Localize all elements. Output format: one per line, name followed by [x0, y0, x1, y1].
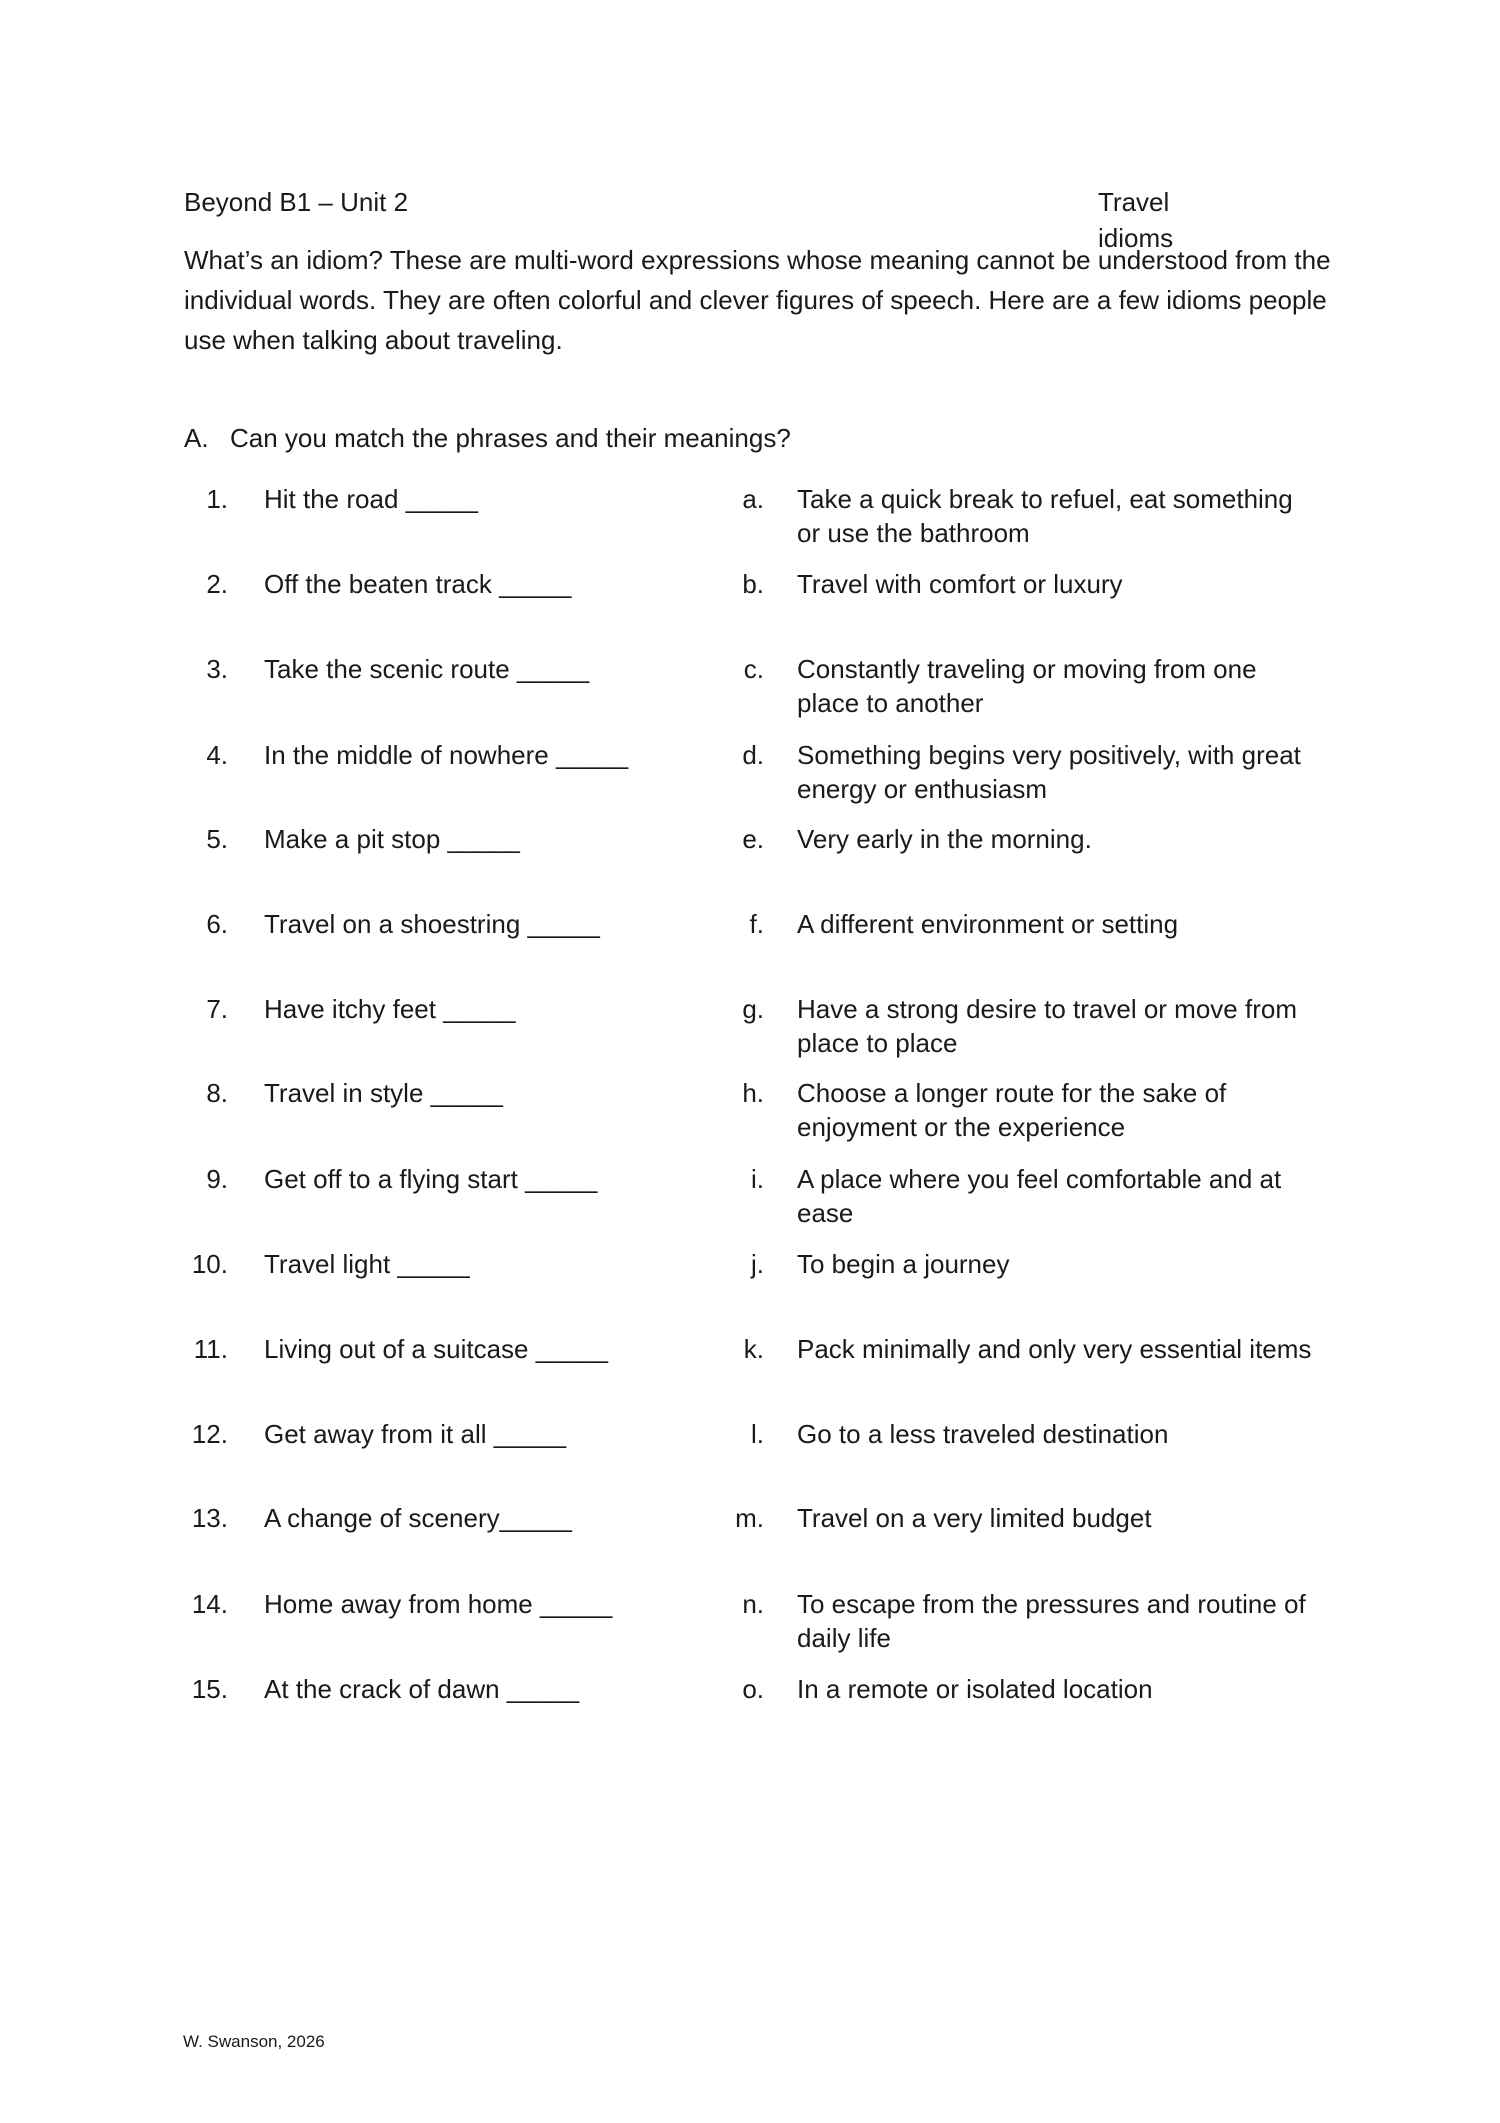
idiom-phrase: Home away from home _____ [264, 1589, 613, 1619]
meaning-letter: j. [751, 1249, 764, 1279]
idiom-meaning: A place where you feel comfortable and at ease [797, 1164, 1282, 1228]
matching-row [0, 992, 1500, 1072]
phrase-number: 3. [206, 654, 228, 684]
idiom-phrase: Have itchy feet _____ [264, 994, 516, 1024]
idiom-meaning: Pack minimally and only very essential items [797, 1334, 1312, 1364]
section-prompt: Can you match the phrases and their meanings? [230, 423, 791, 453]
idiom-meaning: Have a strong desire to travel or move from place to place [797, 994, 1297, 1058]
matching-row [0, 652, 1500, 732]
section-a-heading [184, 420, 791, 456]
matching-row [0, 1587, 1500, 1667]
idiom-phrase: Take the scenic route _____ [264, 654, 590, 684]
matching-row [0, 1417, 1500, 1497]
meaning-letter: h. [742, 1078, 764, 1108]
meaning-letter: e. [742, 824, 764, 854]
idiom-meaning: A different environment or setting [797, 909, 1179, 939]
phrase-number: 11. [193, 1334, 228, 1364]
matching-row [0, 1332, 1500, 1412]
topic-label: Travel idioms [1098, 187, 1174, 253]
meaning-letter: o. [742, 1674, 764, 1704]
idiom-phrase: Travel in style _____ [264, 1078, 503, 1108]
meaning-letter: c. [743, 654, 764, 684]
idiom-meaning: Travel on a very limited budget [797, 1503, 1152, 1533]
idiom-meaning: Choose a longer route for the sake of enjoyment or the experience [797, 1078, 1227, 1142]
matching-row [0, 1501, 1500, 1581]
idiom-phrase: Hit the road _____ [264, 484, 478, 514]
meaning-letter: n. [742, 1589, 764, 1619]
page-header [184, 184, 1246, 253]
idiom-phrase: Make a pit stop _____ [264, 824, 520, 854]
phrase-number: 6. [206, 909, 228, 939]
meaning-letter: g. [742, 994, 764, 1024]
idiom-phrase: Get away from it all _____ [264, 1419, 567, 1449]
idiom-phrase: Off the beaten track _____ [264, 569, 572, 599]
idiom-meaning: Take a quick break to refuel, eat something or use the bathroom [797, 484, 1293, 548]
idiom-phrase: At the crack of dawn _____ [264, 1674, 580, 1704]
matching-row [0, 1672, 1500, 1752]
idiom-meaning: To escape from the pressures and routine of daily life [797, 1589, 1306, 1653]
idiom-meaning: In a remote or isolated location [797, 1674, 1153, 1704]
idiom-meaning: Go to a less traveled destination [797, 1419, 1169, 1449]
phrase-number: 8. [206, 1078, 228, 1108]
idiom-phrase: Get off to a flying start _____ [264, 1164, 598, 1194]
phrase-number: 5. [206, 824, 228, 854]
intro-paragraph: What’s an idiom? These are multi-word expressions whose meaning cannot be understood from the individual words. They are often colorful and clever figures of speech. Here are a few idioms people use when talking about traveling. [184, 245, 1331, 355]
idiom-meaning: Very early in the morning. [797, 824, 1092, 854]
idiom-phrase: Travel on a shoestring _____ [264, 909, 600, 939]
idiom-meaning: To begin a journey [797, 1249, 1010, 1279]
idiom-phrase: Travel light _____ [264, 1249, 470, 1279]
meaning-letter: f. [749, 909, 764, 939]
phrase-number: 14. [191, 1589, 228, 1619]
phrase-number: 2. [206, 569, 228, 599]
footer-credit: W. Swanson, 2026 [183, 2032, 325, 2051]
matching-row [0, 822, 1500, 902]
phrase-number: 10. [191, 1249, 228, 1279]
matching-row [0, 1162, 1500, 1242]
meaning-letter: m. [735, 1503, 764, 1533]
matching-row [0, 1076, 1500, 1156]
matching-row [0, 482, 1500, 562]
matching-row [0, 907, 1500, 987]
phrase-number: 13. [191, 1503, 228, 1533]
meaning-letter: k. [743, 1334, 764, 1364]
idiom-meaning: Constantly traveling or moving from one place to another [797, 654, 1257, 718]
meaning-letter: d. [742, 740, 764, 770]
meaning-letter: b. [742, 569, 764, 599]
phrase-number: 15. [191, 1674, 228, 1704]
meaning-letter: i. [751, 1164, 764, 1194]
meaning-letter: l. [751, 1419, 764, 1449]
course-unit-label: Beyond B1 – Unit 2 [184, 187, 409, 217]
idiom-meaning: Travel with comfort or luxury [797, 569, 1123, 599]
idiom-phrase: A change of scenery_____ [264, 1503, 572, 1533]
idiom-meaning: Something begins very positively, with great energy or enthusiasm [797, 740, 1301, 804]
section-letter: A. [184, 423, 209, 453]
phrase-number: 1. [206, 484, 228, 514]
matching-row [0, 1247, 1500, 1327]
phrase-number: 9. [206, 1164, 228, 1194]
idiom-phrase: In the middle of nowhere _____ [264, 740, 629, 770]
phrase-number: 12. [191, 1419, 228, 1449]
idiom-phrase: Living out of a suitcase _____ [264, 1334, 609, 1364]
phrase-number: 7. [206, 994, 228, 1024]
matching-row [0, 738, 1500, 818]
meaning-letter: a. [742, 484, 764, 514]
matching-row [0, 567, 1500, 647]
phrase-number: 4. [206, 740, 228, 770]
